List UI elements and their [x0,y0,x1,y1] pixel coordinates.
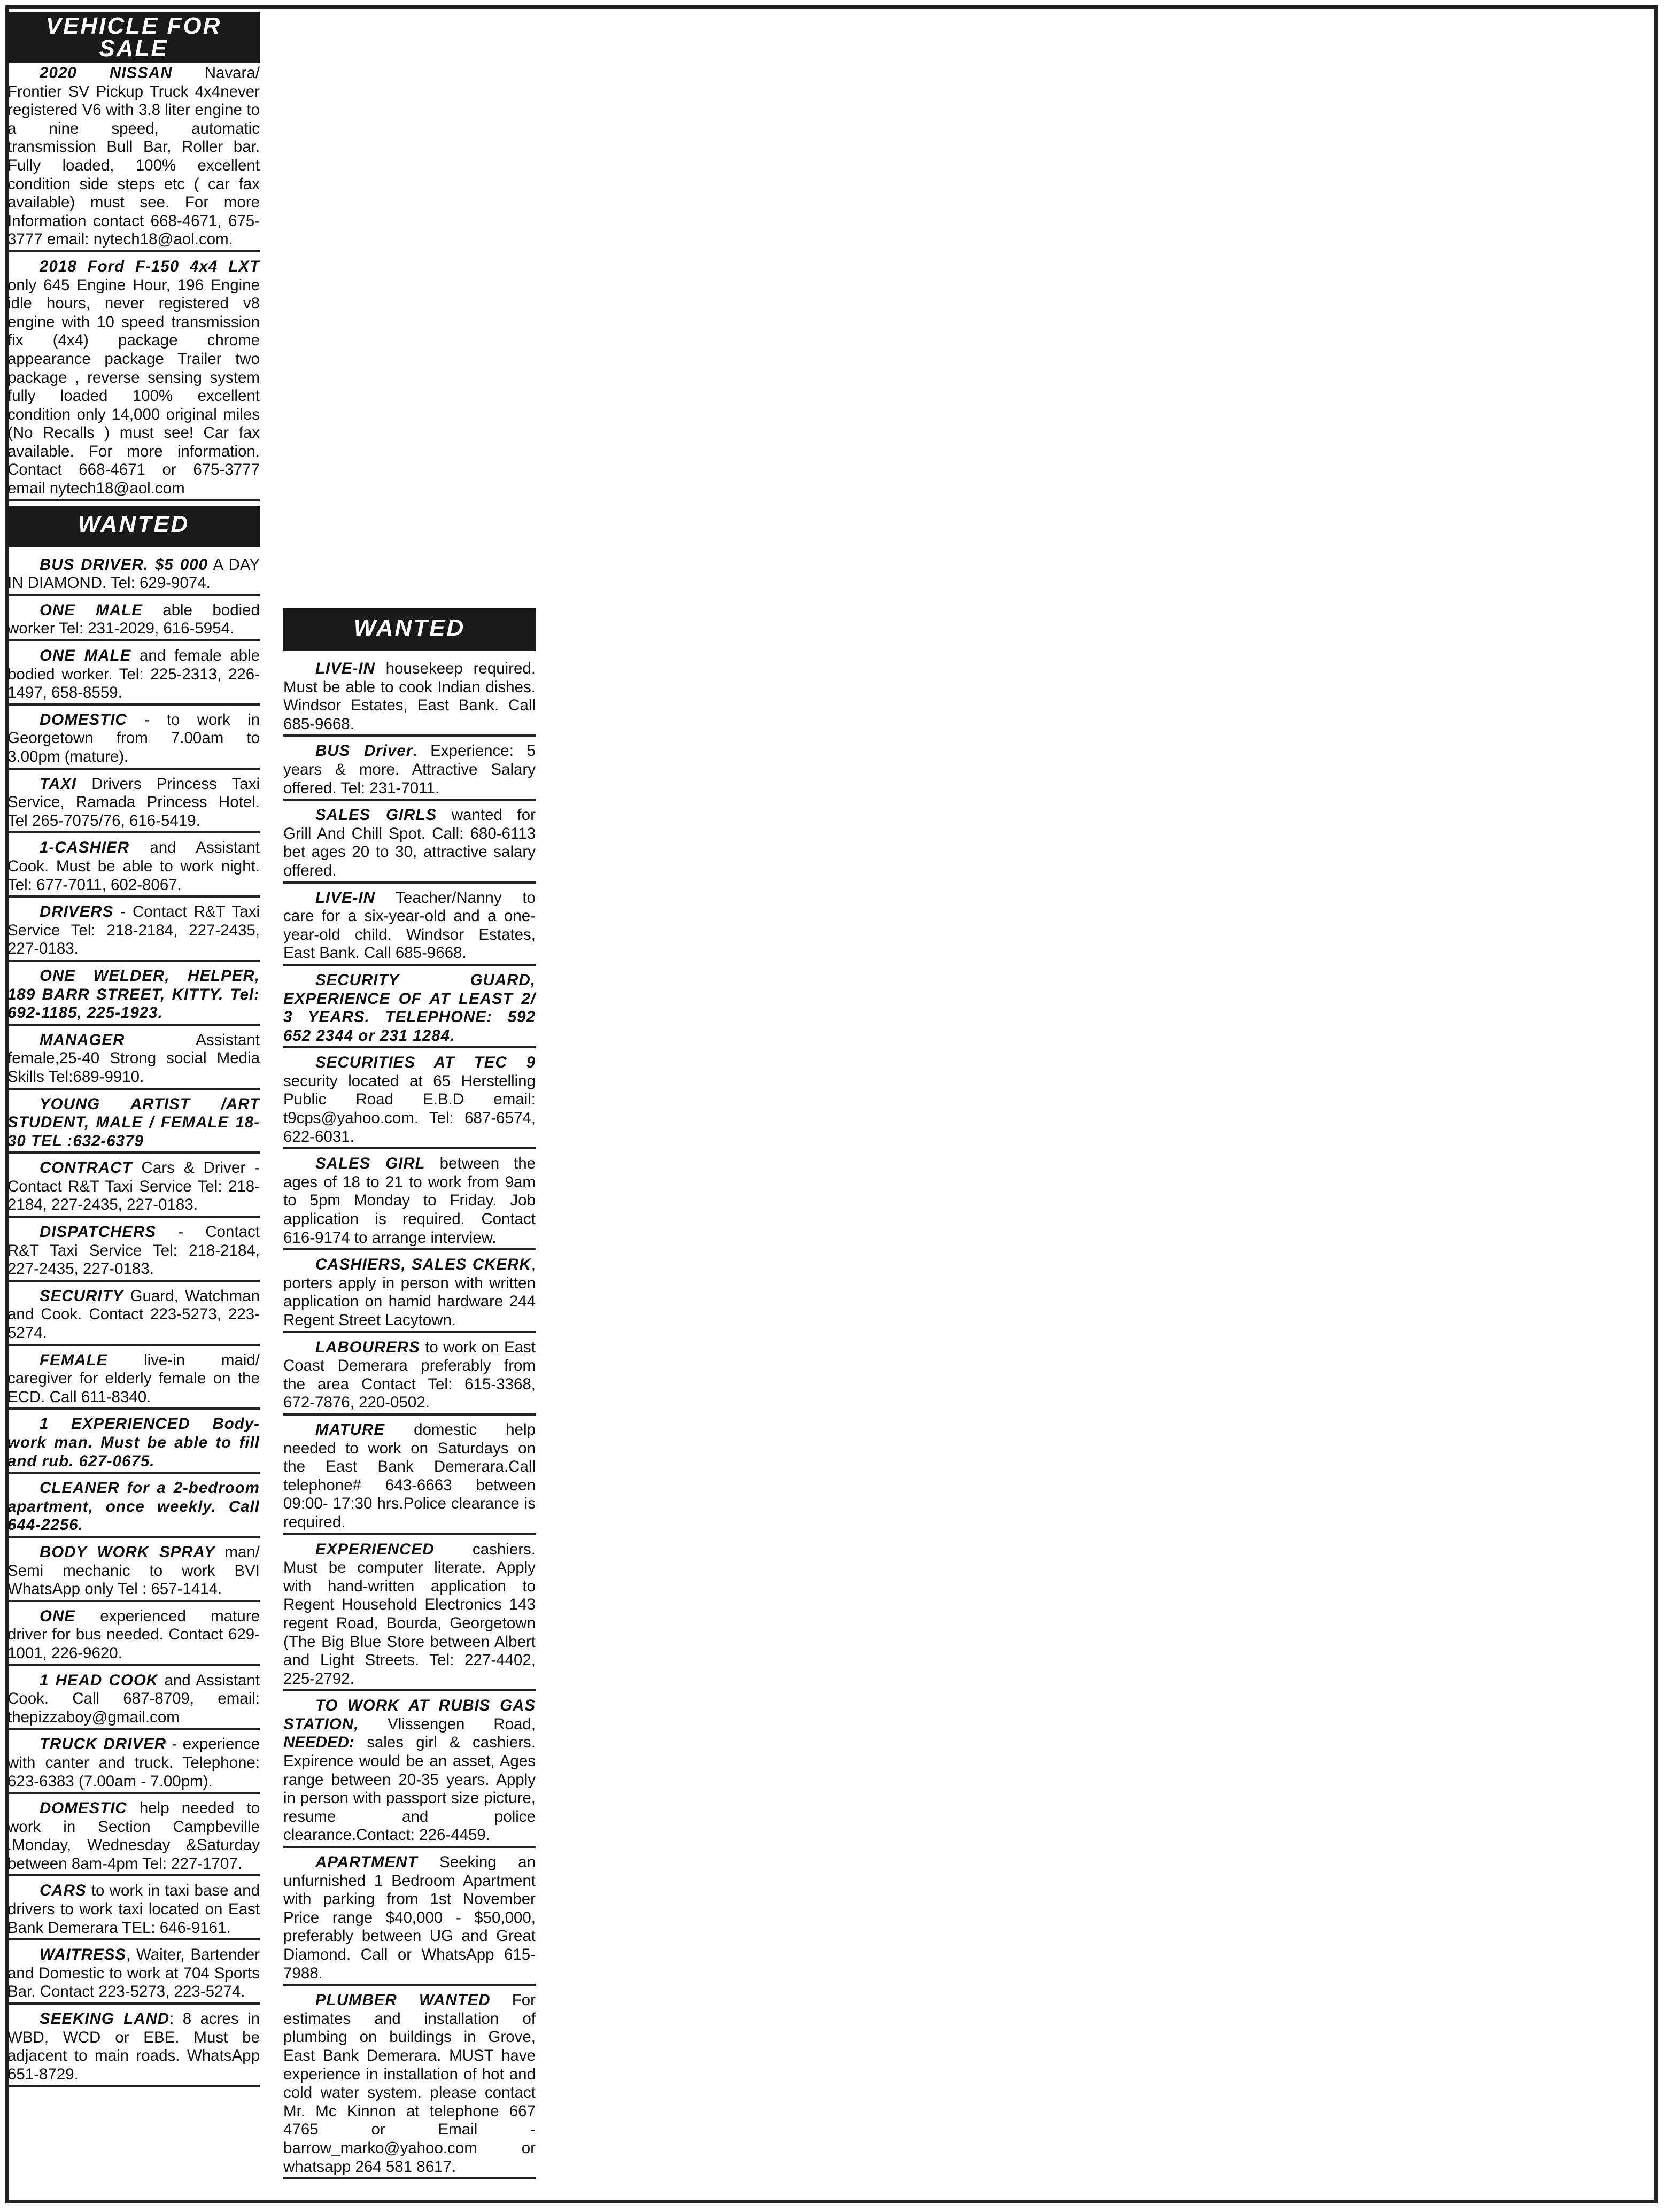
classified-ad [283,1255,536,1333]
classified-ad [7,1945,260,2005]
ad-text: live-in maid/ caregiver for elderly female on the ECD. Call 611-8340. [7,1351,260,1406]
classified-ad [7,774,260,834]
ad-text: domestic help needed to work on Saturdays on the East Bank Demerara.Call telephone# 643-6663 between 09:00- 17:30 hrs.Police clearance is required. [283,1420,536,1531]
ad-keyword: BUS DRIVER. $5 000 [40,555,208,574]
classified-ad [7,1542,260,1602]
ad-keyword: 2018 Ford F-150 4x4 LXT [40,257,260,275]
ad-text: sales girl & cashiers. Expirence would be an asset, Ages range between 20-35 years. Apply in person with passport size picture, resume and police clearance.Contact: 226-4459. [283,1734,536,1844]
ad-keyword: DOMESTIC [40,1799,127,1817]
ad-keyword: DISPATCHERS [40,1223,157,1241]
ad-text: between the ages of 18 to 21 to work from 9am to 5pm Monday to Friday. Job application is required. Contact 616-9174 to arrange interview. [283,1155,536,1247]
classified-ad [283,1990,536,2179]
ad-keyword: TRUCK DRIVER [40,1735,167,1753]
ad-keyword: ONE MALE [40,601,143,619]
ad-text: - to work in Georgetown from 7.00am to 3.00pm (mature). [7,710,260,765]
wanted-ads-list-left [7,555,260,2087]
ad-keyword: DOMESTIC [40,710,127,729]
ad-keyword: SALES GIRLS [315,806,437,824]
classified-ad [283,970,536,1048]
classified-ad [7,2009,260,2087]
ad-keyword: CARS [40,1882,87,1900]
ad-text: Drivers Princess Taxi Service, Ramada Princess Hotel. Tel 265-7075/76, 616-5419. [7,775,260,830]
classified-ad [7,1094,260,1154]
classified-ad [7,600,260,641]
classified-ad [7,1478,260,1538]
classified-ad [7,257,260,501]
ad-keyword: ONE MALE [40,647,131,665]
ad-text: Teacher/Nanny to care for a six-year-old and a one-year-old child. Windsor Estates, East Bank. Call 685-9668. [283,888,536,962]
classified-ad [283,1420,536,1535]
ad-text: help needed to work in Section Campbeville .Monday, Wednesday &Saturday between 8am-4pm Tel: 227-1707. [7,1799,260,1873]
ad-text: and Assistant Cook. Must be able to work night. Tel: 677-7011, 602-8067. [7,839,260,894]
ad-keyword: TO WORK AT RUBIS GAS STATION, [283,1697,536,1733]
ad-text: Guard, Watchman and Cook. Contact 223-5273, 223-5274. [7,1287,260,1342]
section-header-wanted-left: WANTED [7,506,260,547]
ad-keyword: SECURITIES AT TEC 9 [315,1054,536,1072]
ad-keyword: 1 HEAD COOK [40,1671,159,1689]
ad-keyword: ONE [40,1607,75,1625]
ad-keyword: LABOURERS [315,1338,420,1356]
classified-ad [7,63,260,252]
ad-text: to work in taxi base and drivers to work taxi located on East Bank Demerara TEL: 646-9161. [7,1882,260,1937]
ad-text: , porters apply in person with written application on hamid hardware 244 Regent Street Lacytown. [283,1256,536,1329]
classified-ad [283,805,536,883]
ad-keyword: BODY WORK SPRAY [40,1543,215,1561]
ad-keyword: SEEKING LAND [40,2010,170,2028]
classified-ad [283,1337,536,1416]
ad-keyword: APARTMENT [315,1853,418,1871]
ad-text: . Experience: 5 years & more. Attractive Salary offered. Tel: 231-7011. [283,742,536,797]
ad-keyword: CONTRACT [40,1159,133,1177]
ad-text: wanted for Grill And Chill Spot. Call: 680-6113 bet ages 20 to 30, attractive salary offered. [283,806,536,879]
ad-keyword: SALES GIRL [315,1155,425,1173]
ad-keyword: TAXI [40,775,77,793]
ad-text: Vlissengen Road, [359,1715,536,1733]
ad-keyword: CASHIERS, SALES CKERK [315,1256,531,1274]
ad-text: , Waiter, Bartender and Domestic to work at 704 Sports Bar. Contact 223-5273, 223-5274. [7,1946,260,2001]
classified-ad [7,1286,260,1346]
ad-text: security located at 65 Herstelling Public Road E.B.D email: t9cps@yahoo.com. Tel: 687-6574, 622-6031. [283,1072,536,1146]
ad-text: Cars & Driver - Contact R&T Taxi Service Tel: 218-2184, 227-2435, 227-0183. [7,1159,260,1214]
classified-ad [283,1053,536,1149]
ad-keyword: 1-CASHIER [40,839,129,857]
ad-text: only 645 Engine Hour, 196 Engine idle hours, never registered v8 engine with 10 speed transmission fix (4x4) package chrome appearance package Trailer two package , reverse sensing system fully loaded 100% excellent condition only 14,000 original miles (No Recalls ) must see! Car fax available. For more information. Contact 668-4671 or 675-3777 email nytech18@aol.com [7,276,260,498]
ad-keyword: LIVE-IN [315,888,375,907]
section-header-vehicle-for-sale: VEHICLE FOR SALE [7,12,260,63]
ad-text: Seeking an unfurnished 1 Bedroom Apartment with parking from 1st November Price range $40,000 - $50,000, preferably between UG and Great Diamond. Call or WhatsApp 615-7988. [283,1853,536,1982]
ad-text: Navara/ Frontier SV Pickup Truck 4x4never registered V6 with 3.8 liter engine to a nine speed, automatic transmission Bull Bar, Roller bar. Fully loaded, 100% excellent condition side steps etc ( car fax available) must see. For more Information contact 668-4671, 675-3777 email: nytech18@aol.com. [7,64,260,249]
ad-keyword: FEMALE [40,1351,108,1369]
classified-ad [7,1030,260,1090]
ad-keyword: CLEANER for a 2-bedroom apartment, once weekly. Call 644-2256. [7,1479,260,1534]
classified-ad [7,646,260,706]
ad-text: - Contact R&T Taxi Service Tel: 218-2184, 227-2435, 227-0183. [7,903,260,958]
ad-keyword: NEEDED: [283,1734,354,1752]
ad-text: Assistant female,25-40 Strong social Media Skills Tel:689-9910. [7,1031,260,1086]
vehicle-ads-list [7,63,260,501]
section-header-wanted-middle: WANTED [283,608,536,651]
classified-ad [7,1222,260,1282]
ad-keyword: LIVE-IN [315,660,375,677]
classified-ad [283,1696,536,1848]
classified-ad [283,1852,536,1986]
ad-text: : 8 acres in WBD, WCD or EBE. Must be adjacent to main roads. WhatsApp 651-8729. [7,2010,260,2083]
ad-keyword: EXPERIENCED [315,1540,435,1558]
classified-ad [7,1670,260,1730]
ad-text: cashiers. Must be computer literate. Apply with hand-written application to Regent Household Electronics 143 regent Road, Bourda, Georgetown (The Big Blue Store between Albert and Light Streets. Tel: 227-4402, 225-2792. [283,1540,536,1688]
ad-text: man/ Semi mechanic to work BVI WhatsApp only Tel : 657-1414. [7,1543,260,1598]
classified-ad [7,710,260,770]
ad-keyword: WAITRESS [40,1946,127,1964]
ad-text: housekeep required. Must be able to cook Indian dishes. Windsor Estates, East Bank. Call 685-9668. [283,660,536,733]
classified-ad [283,659,536,737]
classified-ad [7,1414,260,1474]
classified-ad [283,1540,536,1692]
ad-text: to work on East Coast Demerara preferably from the area Contact Tel: 615-3368, 672-7876, 220-0502. [283,1338,536,1412]
classified-ad [283,741,536,801]
column-middle [283,608,536,2184]
ad-keyword: SECURITY GUARD, EXPERIENCE OF AT LEAST 2/ 3 YEARS. TELEPHONE: 592 652 2344 or 231 1284. [283,971,536,1045]
ad-keyword: 1 EXPERIENCED Body-work man. Must be able to fill and rub. 627-0675. [7,1415,260,1470]
ad-keyword: MATURE [315,1420,385,1438]
ad-text: - Contact R&T Taxi Service Tel: 218-2184, 227-2435, 227-0183. [7,1223,260,1278]
ad-keyword: MANAGER [40,1031,125,1049]
classified-ad [283,888,536,966]
classified-ad [7,1606,260,1666]
classified-ad [7,555,260,596]
ad-text: A DAY IN DIAMOND. Tel: 629-9074. [7,555,260,592]
classified-ad [7,1158,260,1218]
classified-ad [7,1881,260,1940]
ad-keyword: 2020 NISSAN [40,64,173,82]
ad-text: For estimates and installation of plumbing on buildings in Grove, East Bank Demerara. MUST have experience in installation of hot and cold water system. please contact Mr. Mc Kinnon at telephone 667 4765 or Email - barrow_marko@yahoo.com or whatsapp 264 581 8617. [283,1991,536,2176]
ad-keyword: PLUMBER WANTED [315,1991,491,2009]
ad-text: - experience with canter and truck. Telephone: 623-6383 (7.00am - 7.00pm). [7,1735,260,1790]
classified-ad [283,1154,536,1250]
ad-text: able bodied worker Tel: 231-2029, 616-5954. [7,601,260,638]
ad-keyword: ONE WELDER, HELPER, 189 BARR STREET, KITTY. Tel: 692-1185, 225-1923. [7,966,260,1022]
classified-ad [7,1734,260,1794]
classified-ad [7,902,260,962]
ad-keyword: YOUNG ARTIST /ART STUDENT, MALE / FEMALE 18-30 TEL :632-6379 [7,1095,260,1150]
ad-keyword: DRIVERS [40,903,114,921]
ad-text: and Assistant Cook. Call 687-8709, email: thepizzaboy@gmail.com [7,1671,260,1726]
classified-ad [7,838,260,898]
wanted-ads-list-middle [283,659,536,2179]
classified-ad [7,1798,260,1876]
classified-ad [7,1350,260,1410]
ad-text: experienced mature driver for bus needed. Contact 629-1001, 226-9620. [7,1607,260,1662]
column-left [7,12,260,2091]
classified-ad [7,966,260,1026]
ad-text: and female able bodied worker. Tel: 225-2313, 226-1497, 658-8559. [7,647,260,702]
ad-keyword: BUS Driver [315,742,413,760]
ad-keyword: SECURITY [40,1287,124,1305]
